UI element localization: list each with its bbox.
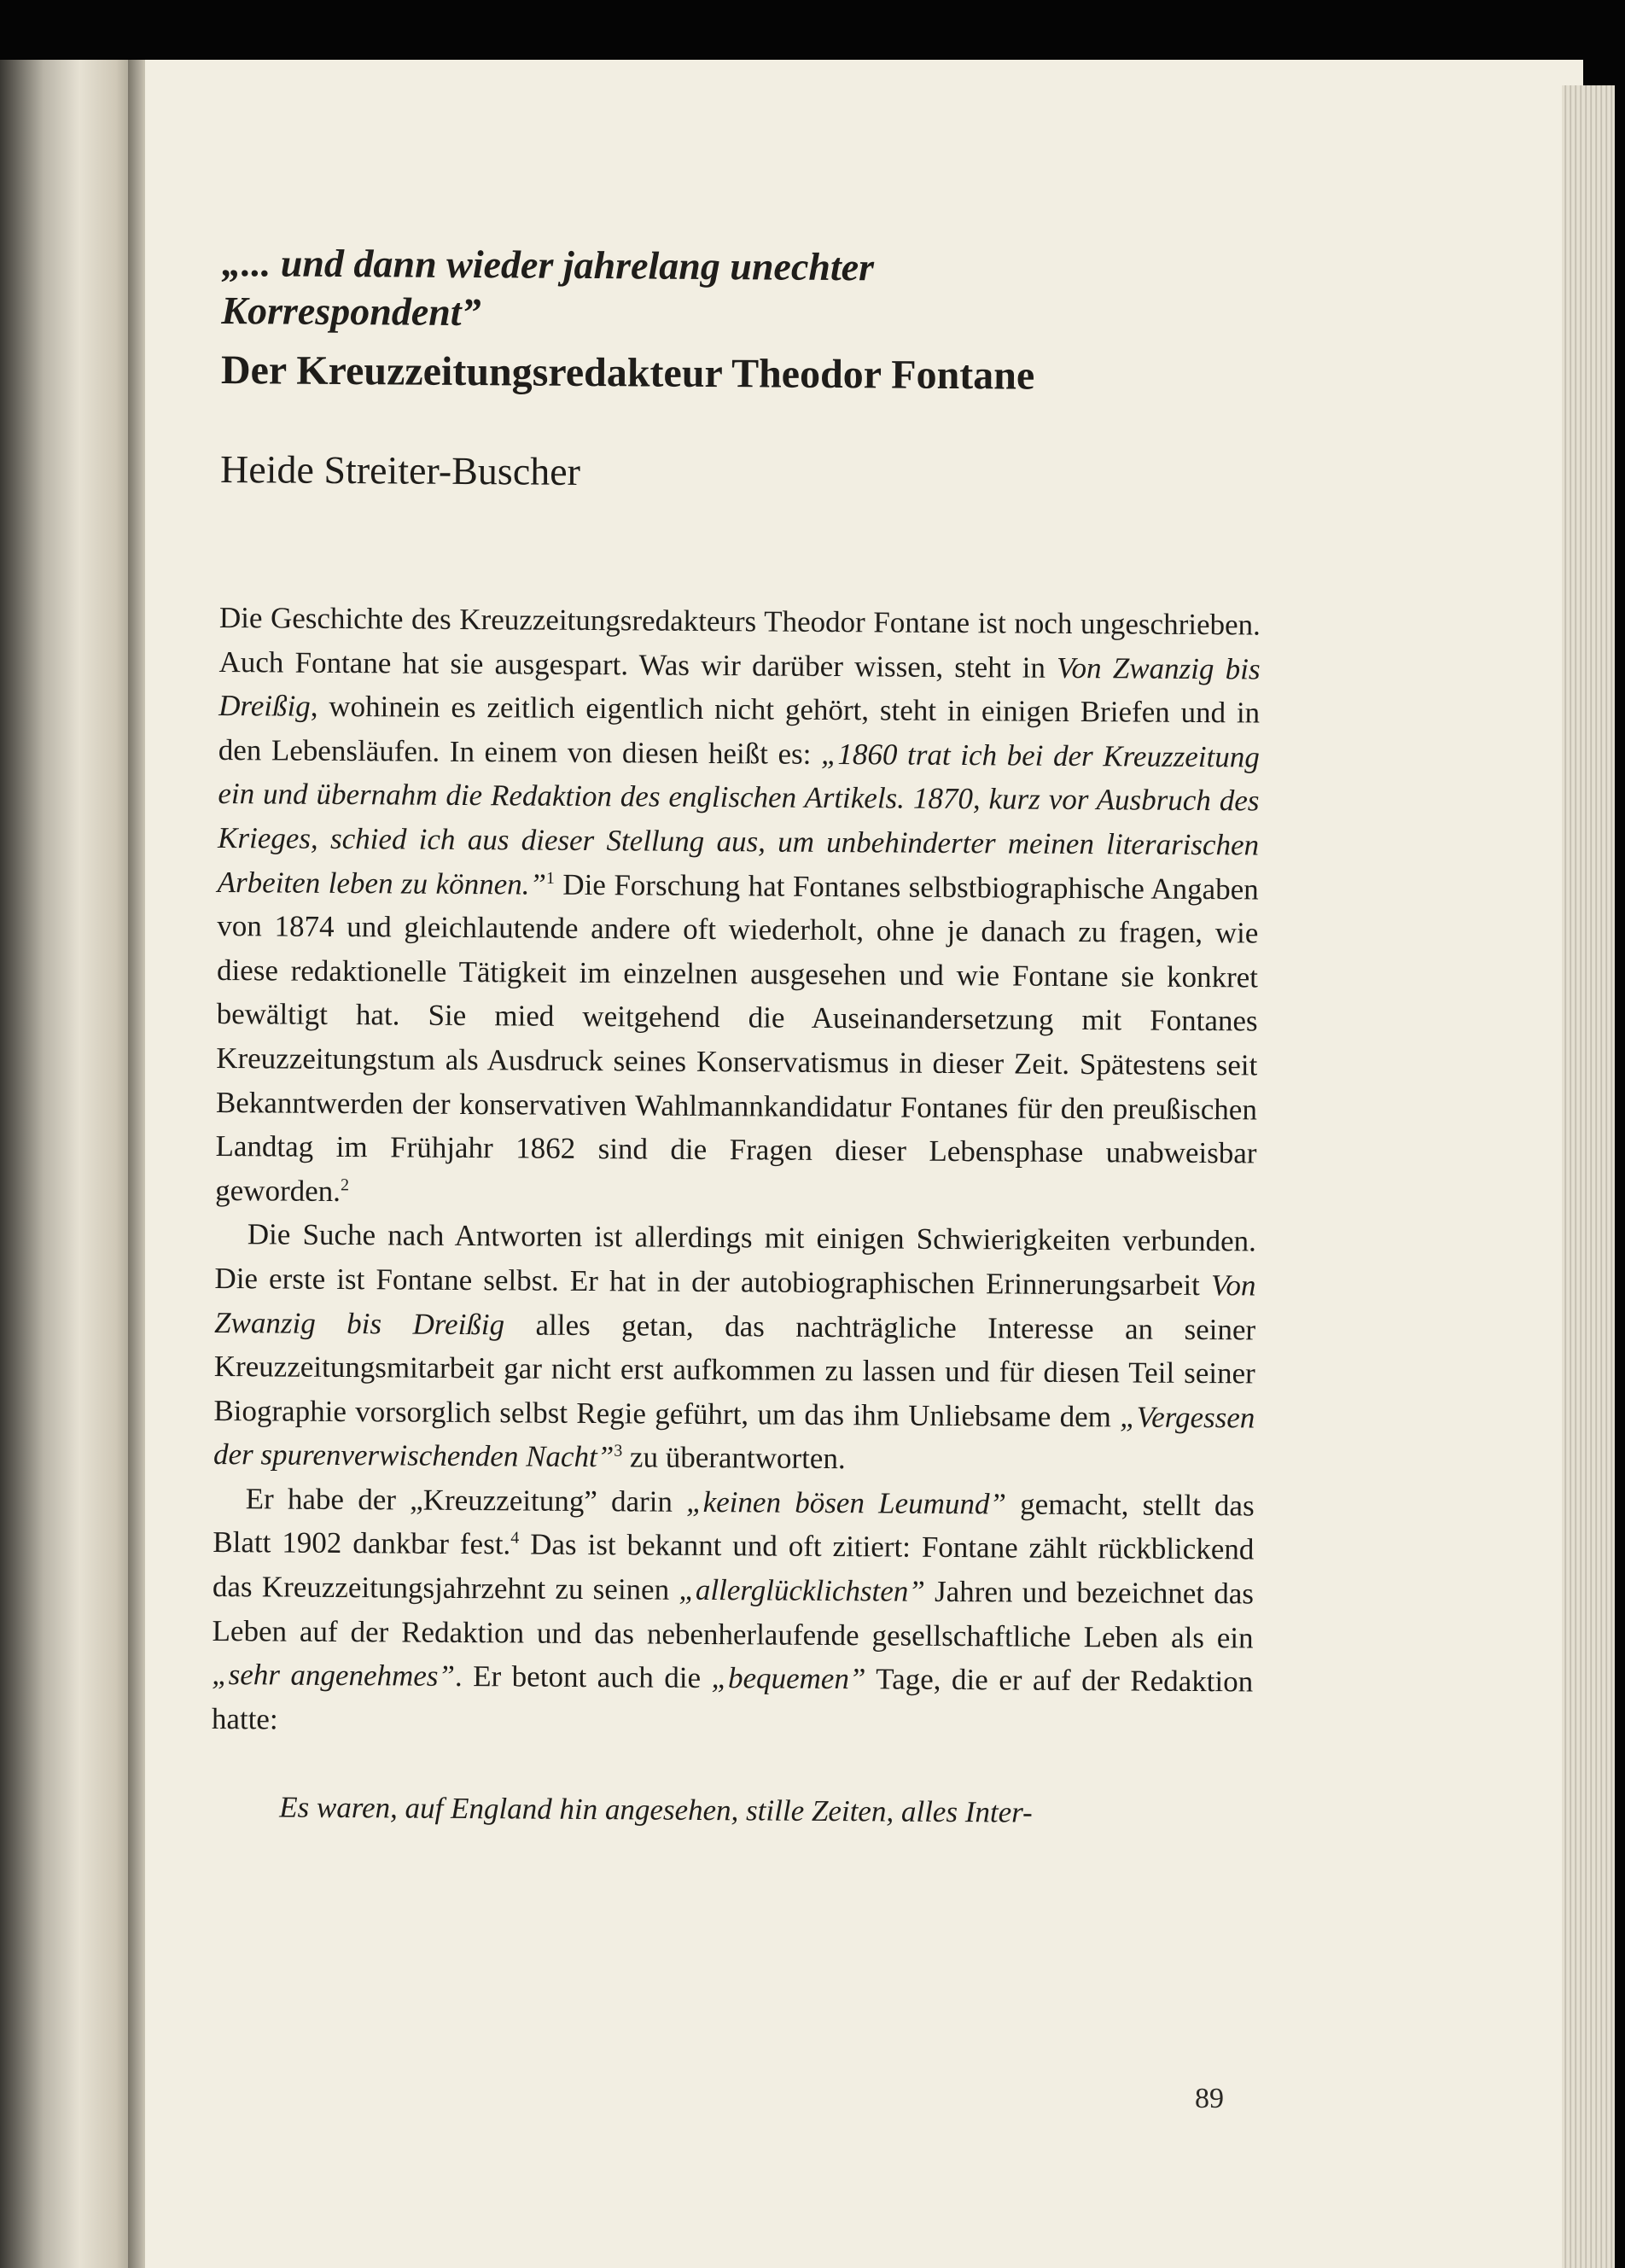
paragraph-1 (215, 596, 1261, 1220)
footnote-marker-4: 4 (510, 1529, 520, 1548)
article-title (221, 239, 1075, 341)
footnote-marker-2: 2 (340, 1175, 350, 1195)
left-page-edge (0, 60, 145, 2268)
text-run: Er habe der „Kreuzzeitung” darin (245, 1482, 687, 1519)
text-run: alles getan, das nachträgliche Interesse an seiner Kreuzzeitungsmitarbeit gar nicht erst aufkommen zu lassen und für diesen Teil seiner Biographie vorsorglich selbst Regie geführt, um das ihm Unliebsame dem (213, 1307, 1256, 1434)
footnote-marker-3: 3 (614, 1441, 623, 1460)
page-number: 89 (1195, 2083, 1224, 2114)
quotation: „keinen bösen Leumund” (686, 1484, 1007, 1521)
text-run: Jahren und bezeichnet das Leben auf der Redaktion und das nebenherlaufende gesellschaftliche Leben als ein (212, 1574, 1255, 1655)
block-quote: Es waren, auf England hin angesehen, stille Zeiten, alles Inter- (279, 1790, 1033, 1830)
quotation: „sehr angenehmes” (212, 1658, 456, 1694)
text-run: . Er betont auch die (454, 1659, 712, 1695)
paragraph-2 (213, 1212, 1256, 1484)
text-run: Tage, die er auf der Redaktion hatte: (211, 1662, 1254, 1736)
paragraph-3 (212, 1477, 1255, 1748)
book-title: Von Zwanzig bis Dreißig (218, 650, 1261, 723)
text-run: Die Suche nach Antworten ist allerdings mit einigen Schwierigkeiten verbunden. Die erste ist Fontane selbst. Er hat in der autobiographischen Erinnerungsarbeit (214, 1217, 1256, 1303)
scan-background (0, 0, 1625, 60)
quotation: „allerglücklichsten” (679, 1572, 925, 1608)
quotation: „Vergessen der spurenverwischenden Nacht” (213, 1400, 1255, 1474)
article-title-line1: „... und dann wieder jahrelang unechter (221, 240, 875, 289)
text-run: gemacht, stellt das Blatt 1902 dankbar fest. (213, 1487, 1255, 1561)
page-stack-edges (1562, 85, 1615, 2268)
article-title-line2: Korrespondent” (221, 288, 481, 335)
author-name: Heide Streiter-Buscher (219, 446, 581, 493)
footnote-marker-1: 1 (545, 868, 556, 888)
text-run: , wohinein es zeitlich eigentlich nicht gehört, steht in einigen Briefen und in den Lebensläufen. In einem von diesen heißt es: (218, 689, 1261, 771)
article-subtitle: Der Kreuzzeitungsredakteur Theodor Fontane (220, 347, 1035, 399)
text-run: zu überantworten. (622, 1440, 846, 1476)
page-content (211, 239, 1263, 1837)
article-body (211, 596, 1261, 1837)
quotation: „1860 trat ich bei der Kreuzzeitung ein und übernahm die Redaktion des englischen Artikels. 1870, kurz vor Ausbruch des Krieges, schied ich aus dieser Stellung aus, um unbehinderter meinen literarischen Arbeiten leben zu können.” (217, 737, 1260, 901)
quotation: „bequemen” (711, 1661, 866, 1696)
text-run: Die Forschung hat Fontanes selbstbiographische Angaben von 1874 und gleichlautende andere oft wiederholt, ohne je danach zu fragen, wie diese redaktionelle Tätigkeit im einzelnen ausgesehen und wie Fontane sie konkret bewältigt hat. Sie mied weitgehend die Auseinandersetzung mit Fontanes Kreuzzeitungstum als Ausdruck seines Konservatismus in dieser Zeit. Spätestens seit Bekanntwerden der konservativen Wahlmannkandidatur Fontanes für den preußischen Landtag im Frühjahr 1862 sind die Fragen dieser Lebensphase unabweisbar geworden. (215, 867, 1259, 1208)
text-run: Die Geschichte des Kreuzzeitungsredakteurs Theodor Fontane ist noch ungeschrieben. Auch Fontane hat sie ausgespart. Was wir darüber wissen, steht in (218, 600, 1261, 685)
book-title: Von Zwanzig bis Dreißig (214, 1268, 1256, 1341)
text-run: Das ist bekannt und oft zitiert: Fontane zählt rückblickend das Kreuzzeitungsjahrzehnt zu seinen (212, 1527, 1255, 1606)
